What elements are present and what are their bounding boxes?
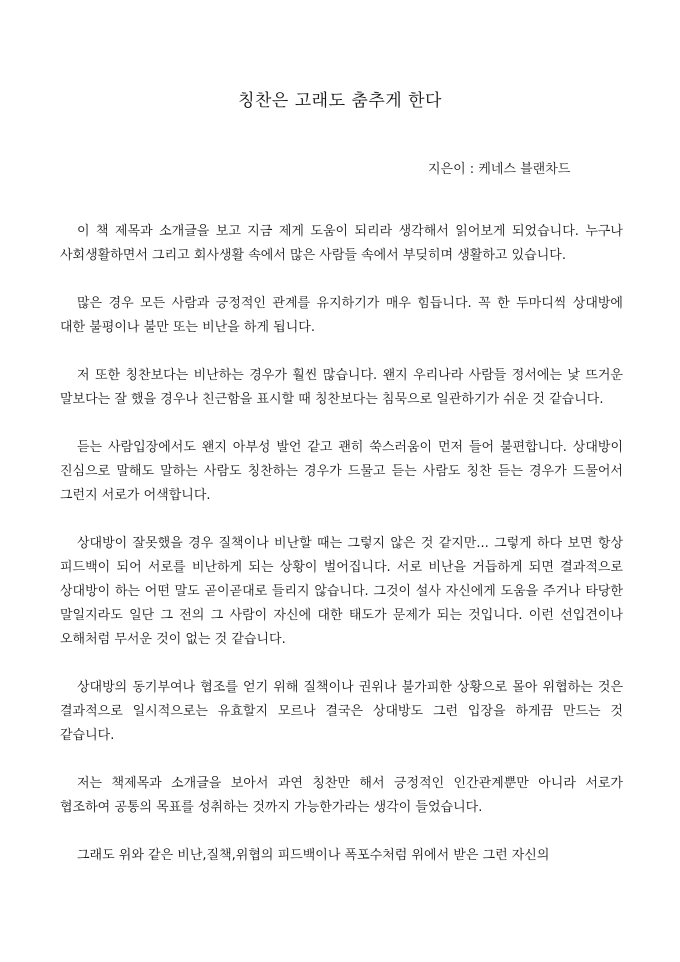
paragraph-4: 듣는 사람입장에서도 왠지 아부성 발언 같고 괜히 쑥스러움이 먼저 들어 불편합니다. 상대방이 진심으로 말해도 말하는 사람도 칭찬하는 경우가 드물고 듣는 사람도 칭찬 듣는 경우가 드물어서 그런지 서로가 어색합니다. (60, 440, 623, 503)
author-line: 지은이 : 케네스 블랜차드 (428, 162, 571, 177)
document-body (60, 220, 623, 892)
paragraph-2: 많은 경우 모든 사람과 긍정적인 관계를 유지하기가 매우 힘듭니다. 꼭 한 두마디씩 상대방에 대한 불평이나 불만 또는 비난을 하게 됩니다. (60, 296, 623, 335)
paragraph-7: 저는 책제목과 소개글을 보아서 과연 칭찬만 해서 긍정적인 인간관계뿐만 아니라 서로가 협조하여 공통의 목표를 성취하는 것까지 가능한가라는 생각이 들었습니다. (60, 776, 623, 815)
paragraph-3: 저 또한 칭찬보다는 비난하는 경우가 훨씬 많습니다. 왠지 우리나라 사람들 정서에는 낯 뜨거운 말보다는 잘 했을 경우나 친근함을 표시할 때 칭찬보다는 침묵으로 일관하기가 쉬운 것 같습니다. (60, 368, 623, 407)
document-title: 칭찬은 고래도 춤추게 한다 (238, 91, 442, 111)
paragraph-5: 상대방이 잘못했을 경우 질책이나 비난할 때는 그렇지 않은 것 같지만... 그렇게 하다 보면 항상 피드백이 되어 서로를 비난하게 되는 상황이 벌어집니다. 서로 비난을 거듭하게 되면 결과적으로 상대방이 하는 어떤 말도 곧이곧대로 들리지 않습니다. 그것이 설사 자신에게 도움을 주거나 타당한 말일지라도 일단 그 전의 그 사람이 자신에 대한 태도가 문제가 되는 것입니다. 이런 선입견이나 오해처럼 무서운 것이 없는 것 같습니다. (60, 536, 623, 647)
paragraph-1: 이 책 제목과 소개글을 보고 지금 제게 도움이 되리라 생각해서 읽어보게 되었습니다. 누구나 사회생활하면서 그리고 회사생활 속에서 많은 사람들 속에서 부딪히며 생활하고 있습니다. (60, 224, 623, 263)
paragraph-8: 그래도 위와 같은 비난,질책,위협의 피드백이나 폭포수처럼 위에서 받은 그런 자신의 (77, 848, 550, 863)
paragraph-6: 상대방의 동기부여나 협조를 얻기 위해 질책이나 권위나 불가피한 상황으로 몰아 위협하는 것은 결과적으로 일시적으로는 유효할지 모르나 결국은 상대방도 그런 입장을 하게끔 만드는 것 같습니다. (60, 680, 623, 743)
